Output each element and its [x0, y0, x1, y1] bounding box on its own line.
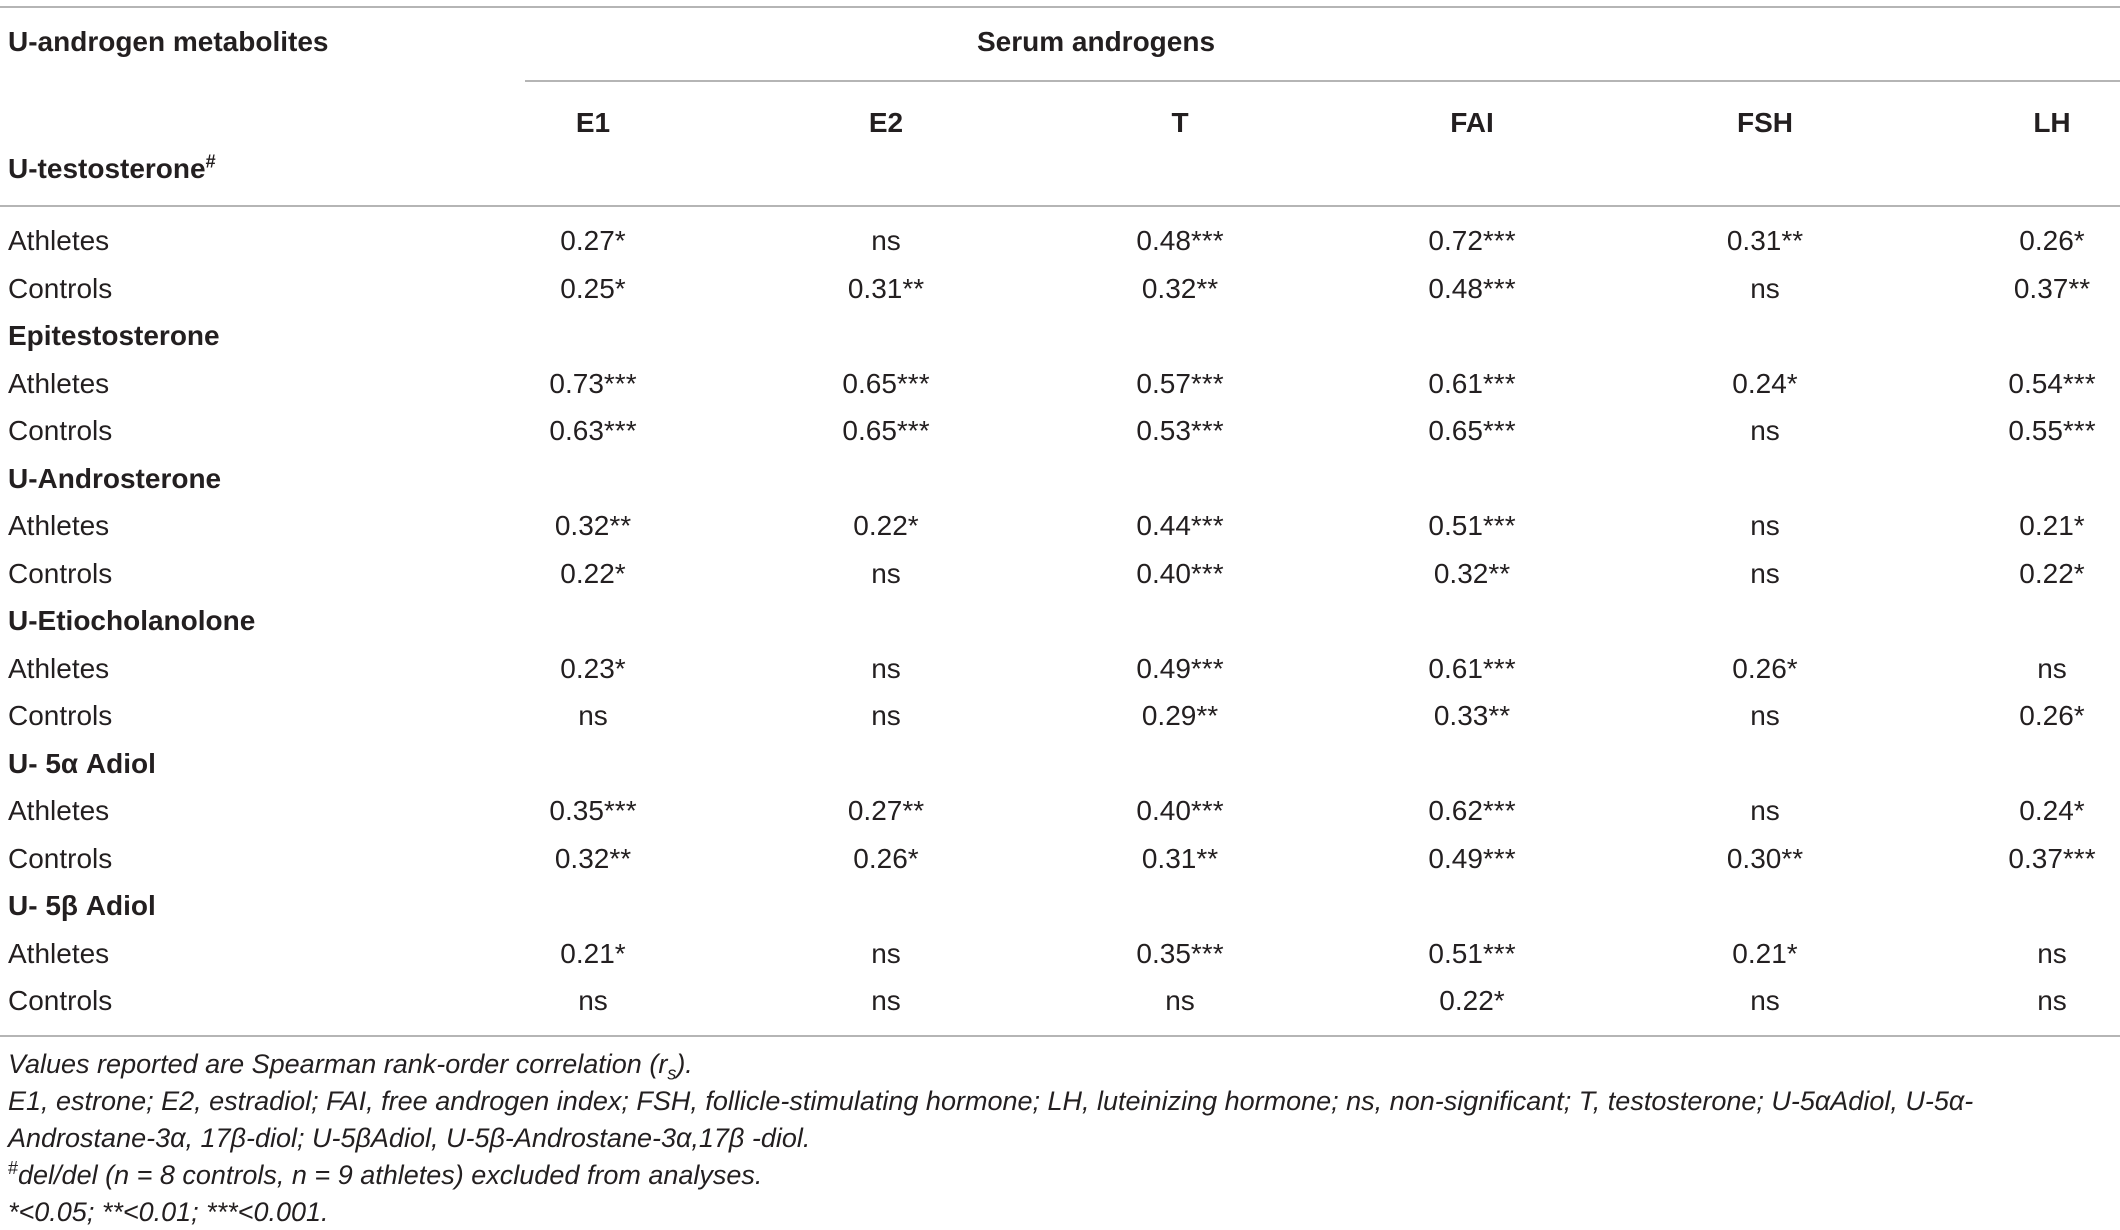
table-cell: 0.26*: [1732, 652, 1798, 684]
table-cell: ns: [2037, 652, 2067, 684]
table-cell: 0.24*: [2019, 795, 2085, 826]
footnote-5: *<0.05; **<0.01; ***<0.001.: [8, 1197, 329, 1227]
footnote-2: E1, estrone; E2, estradiol; FAI, free androgen index; FSH, follicle-stimulating hormone; LH, luteinizing hormone; ns, non-significant; T, testosterone; U-5αAdiol, U-5α-: [8, 1086, 1974, 1116]
footnote-1: Values reported are Spearman rank-order correlation $(r_s)$.: [8, 1049, 693, 1084]
table-cell: ns: [871, 985, 901, 1016]
table-cell: 0.72***: [1428, 225, 1516, 256]
table-cell: 0.26*: [853, 842, 919, 874]
table-cell: 0.27**: [847, 795, 925, 826]
table-cell: 0.49***: [1136, 652, 1224, 684]
first-group-label: U-testosterone#: [8, 151, 216, 184]
table-cell: 0.51***: [1428, 510, 1516, 541]
row-label: Athletes: [8, 937, 110, 969]
footnote-4: #del/del (n = 8 controls, n = 9 athletes) excluded from analyses.: [8, 1158, 763, 1190]
row-label: Athletes: [8, 795, 110, 826]
table-cell: 0.32**: [1433, 557, 1511, 589]
table-cell: 0.48***: [1428, 272, 1516, 304]
row-label: Athletes: [8, 652, 110, 684]
column-header-t: T: [1171, 107, 1189, 138]
table-cell: 0.63***: [549, 415, 637, 446]
table-cell: 0.73***: [549, 367, 637, 399]
table-cell: ns: [871, 700, 901, 731]
table-cell: 0.48***: [1136, 225, 1224, 256]
group-label: U-Etiocholanolone: [8, 605, 256, 636]
table-cell: 0.54***: [2008, 367, 2096, 399]
column-header-lh: LH: [2033, 107, 2071, 138]
table-cell: 0.29**: [1141, 700, 1219, 731]
table-cell: ns: [578, 985, 608, 1016]
table-cell: 0.35***: [549, 795, 637, 826]
table-cell: 0.22*: [560, 557, 626, 589]
table-cell: 0.37***: [2008, 842, 2096, 874]
table-cell: 0.32**: [554, 510, 632, 541]
table-cell: 0.57***: [1136, 367, 1224, 399]
table-cell: ns: [871, 652, 901, 684]
column-header-e2: E2: [868, 107, 904, 138]
table-cell: ns: [1750, 510, 1780, 541]
row-label: Athletes: [8, 367, 110, 399]
table-cell: 0.32**: [1141, 272, 1219, 304]
table-cell: 0.49***: [1428, 842, 1516, 874]
group-label: U- 5β Adiol: [8, 890, 156, 921]
group-header-rule: [525, 80, 2120, 82]
row-label: Athletes: [8, 510, 110, 541]
table-cell: 0.65***: [842, 415, 930, 446]
table-cell: 0.31**: [1141, 842, 1219, 874]
table-cell: 0.40***: [1136, 557, 1224, 589]
table-cell: ns: [1165, 985, 1195, 1016]
table-cell: 0.23*: [560, 652, 626, 684]
table-cell: 0.32**: [554, 842, 632, 874]
table-cell: 0.21*: [560, 937, 626, 969]
table-cell: 0.40***: [1136, 795, 1224, 826]
table-cell: ns: [1750, 557, 1780, 589]
row-label: Controls: [8, 700, 113, 731]
row-label: Controls: [8, 985, 113, 1016]
group-header-label: Serum androgens: [976, 26, 1216, 57]
table-cell: ns: [578, 700, 608, 731]
table-cell: 0.31**: [847, 272, 925, 304]
table-cell: 0.30**: [1726, 842, 1804, 874]
group-label: Epitestosterone: [8, 320, 220, 351]
table-cell: 0.61***: [1428, 652, 1516, 684]
table-cell: ns: [2037, 937, 2067, 969]
column-header-fai: FAI: [1450, 107, 1494, 138]
table-cell: ns: [1750, 272, 1780, 304]
table-cell: 0.35***: [1136, 937, 1224, 969]
row-label: Athletes: [8, 225, 110, 256]
table-cell: 0.44***: [1136, 510, 1224, 541]
table-cell: ns: [1750, 700, 1780, 731]
table-top-rule: [0, 6, 2120, 8]
table-cell: ns: [1750, 415, 1780, 446]
table-cell: 0.61***: [1428, 367, 1516, 399]
footnote-3: Androstane-3α, 17β-diol; U-5βAdiol, U-5β-Androstane-3α,17β -diol.: [8, 1123, 811, 1153]
table-cell: 0.51***: [1428, 937, 1516, 969]
table-cell: 0.22*: [2019, 557, 2085, 589]
table-cell: 0.26*: [2019, 700, 2085, 731]
table-cell: ns: [1750, 985, 1780, 1016]
column-header-e1: E1: [575, 107, 611, 138]
table-cell: 0.24*: [1732, 367, 1798, 399]
row-label: Controls: [8, 272, 113, 304]
table-cell: 0.22*: [1439, 985, 1505, 1016]
column-header-fsh: FSH: [1737, 107, 1793, 138]
table-cell: ns: [871, 225, 901, 256]
table-cell: 0.21*: [1732, 937, 1798, 969]
header-bottom-rule: [0, 205, 2120, 207]
row-header-label: U-androgen metabolites: [8, 26, 329, 57]
table-cell: 0.27*: [560, 225, 626, 256]
table-cell: 0.25*: [560, 272, 626, 304]
table-bottom-rule: [0, 1035, 2120, 1037]
table-cell: 0.31**: [1726, 225, 1804, 256]
table-cell: 0.65***: [1428, 415, 1516, 446]
row-label: Controls: [8, 842, 113, 874]
table-cell: 0.21*: [2019, 510, 2085, 541]
table-cell: 0.26*: [2019, 225, 2085, 256]
table-cell: ns: [871, 557, 901, 589]
table-cell: 0.62***: [1428, 795, 1516, 826]
table-cell: ns: [1750, 795, 1780, 826]
table-cell: ns: [871, 937, 901, 969]
table-cell: 0.65***: [842, 367, 930, 399]
table-cell: 0.53***: [1136, 415, 1224, 446]
table-cell: ns: [2037, 985, 2067, 1016]
row-label: Controls: [8, 415, 113, 446]
table-cell: 0.22*: [853, 510, 919, 541]
table-cell: 0.33**: [1433, 700, 1511, 731]
group-label: U- 5α Adiol: [8, 747, 156, 779]
table-cell: 0.55***: [2008, 415, 2096, 446]
table-cell: 0.37**: [2013, 272, 2091, 304]
row-label: Controls: [8, 557, 113, 589]
group-label: U-Androsterone: [8, 462, 222, 494]
